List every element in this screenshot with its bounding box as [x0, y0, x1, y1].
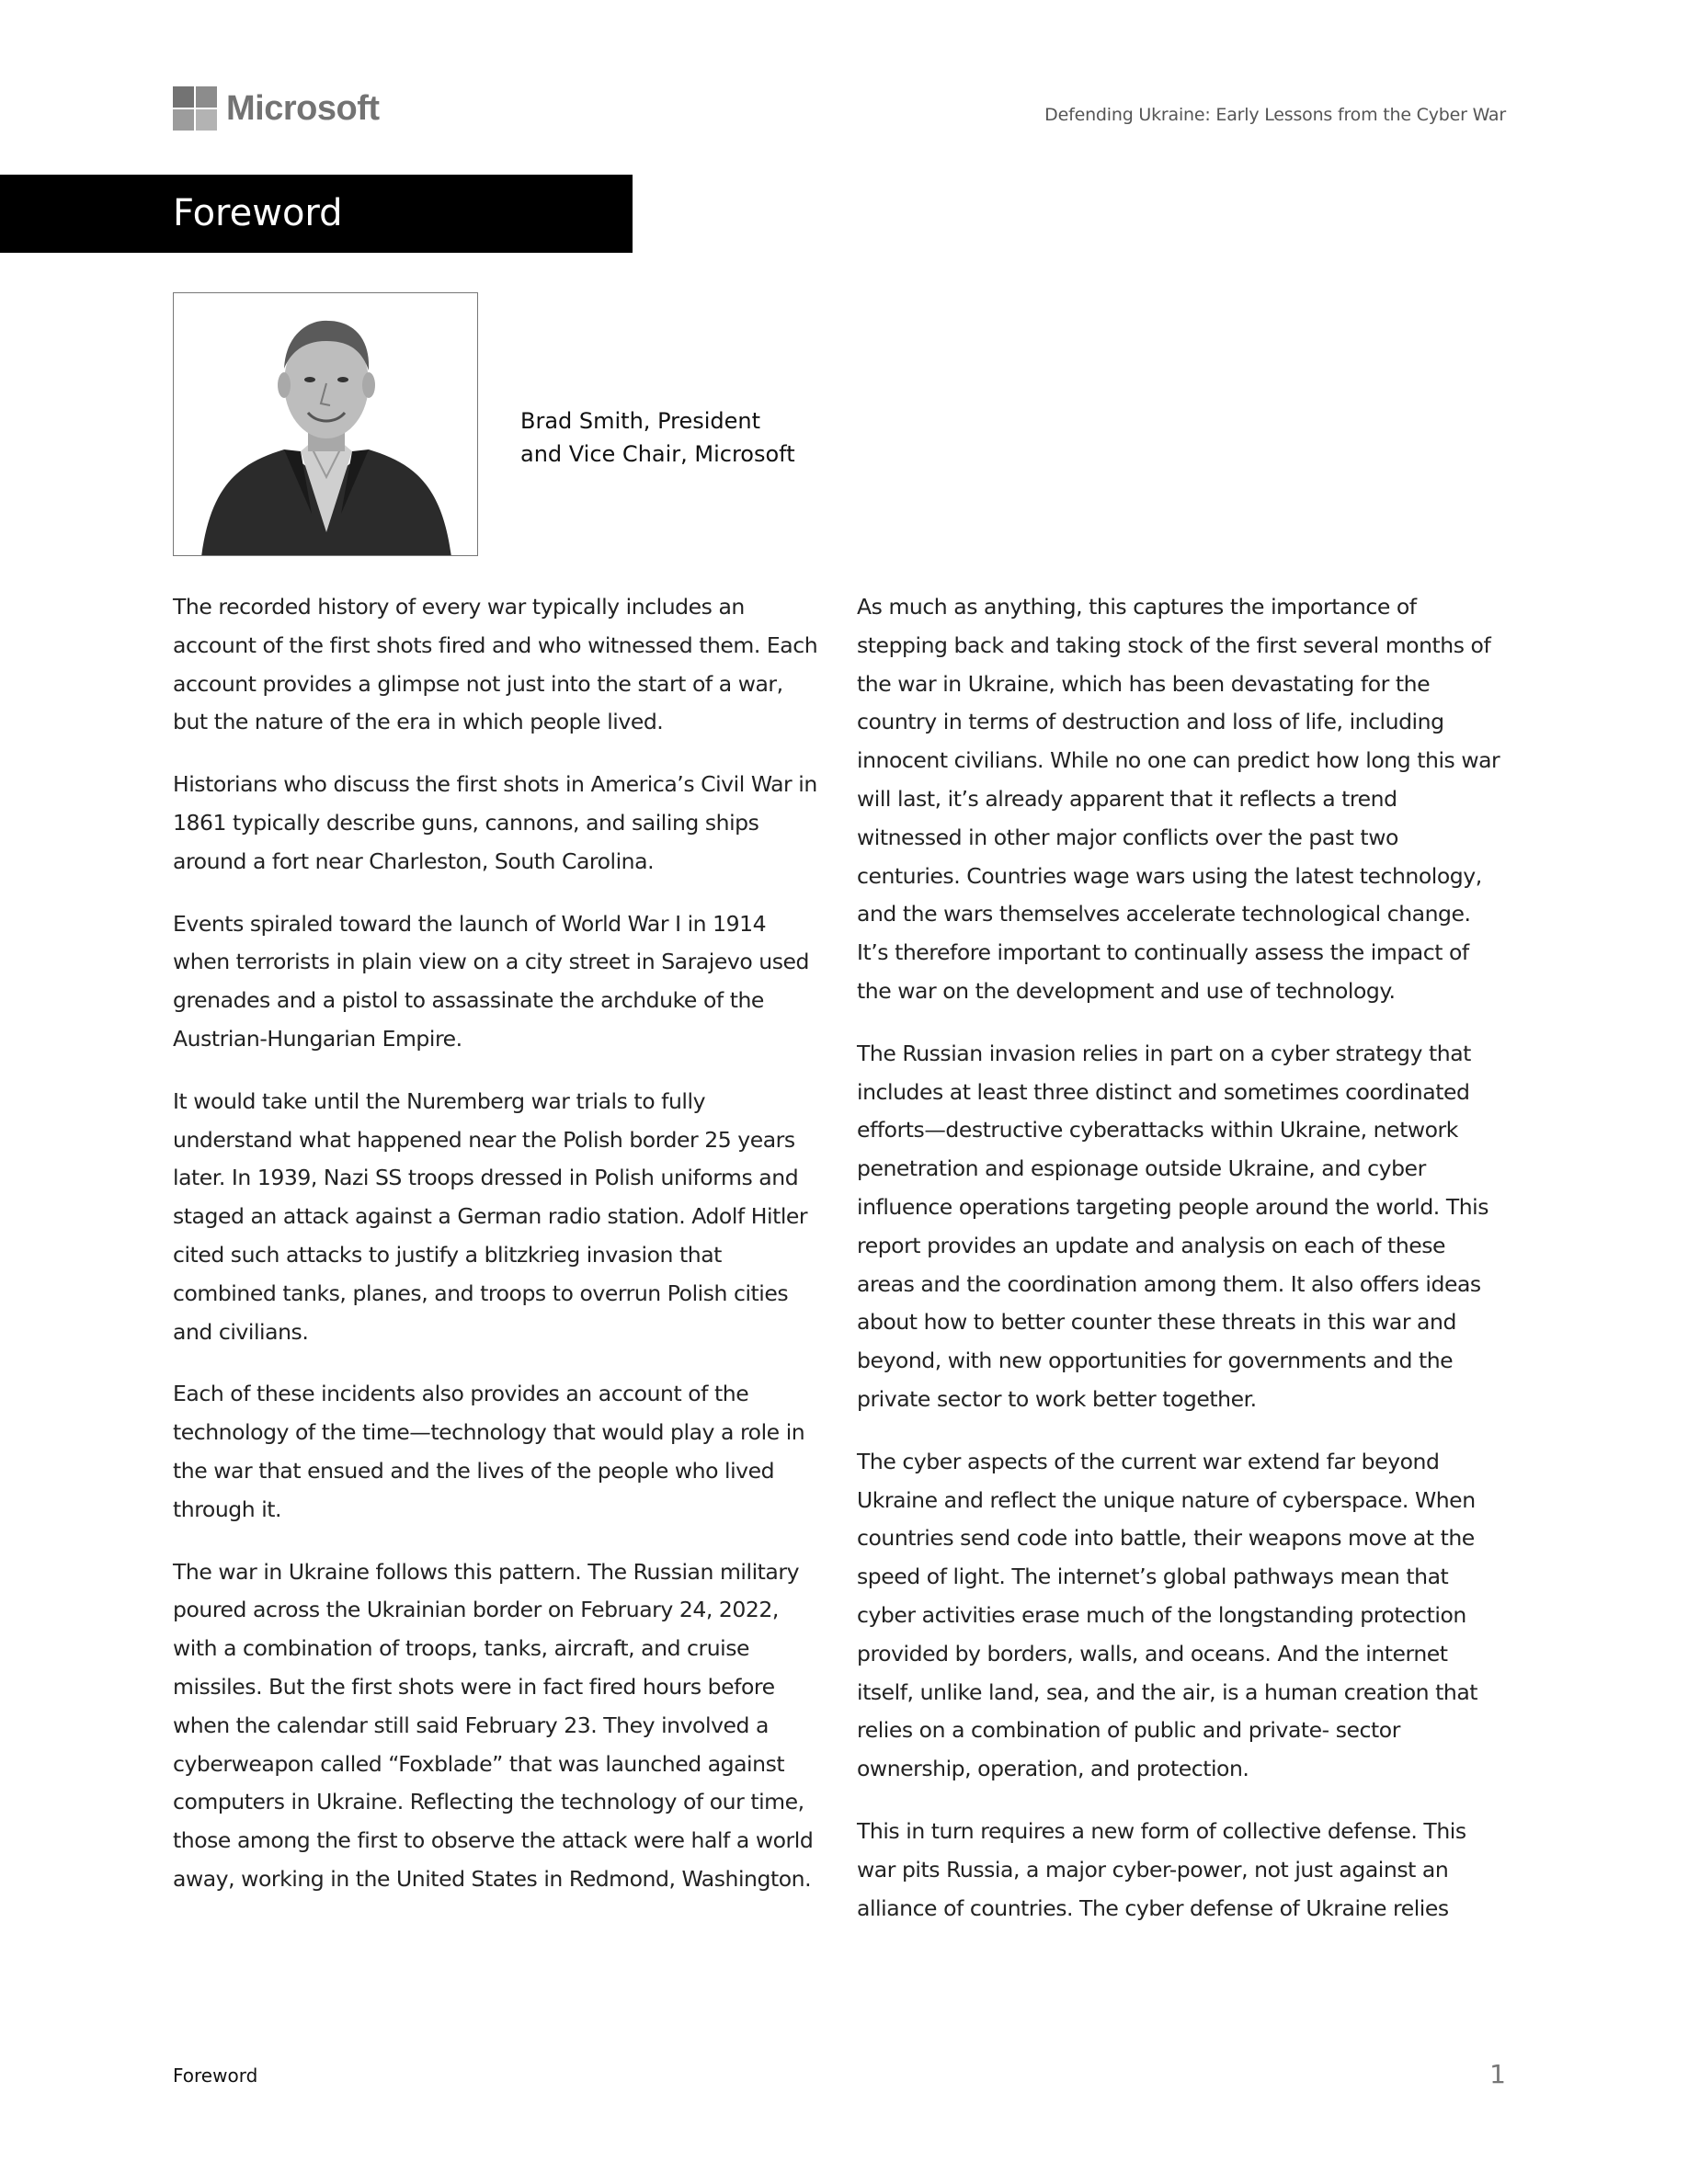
paragraph: The war in Ukraine follows this pattern. The Russian military poured across the Ukrainian border on February 24, 2022, with a combination of troops, tanks, aircraft, and cruise missiles. But the first shots were in fact fired hours before when the calendar still said February 23. They involved a cyberweapon called “Foxblade” that was launched against computers in Ukraine. Reflecting the technology of our time, those among the first to observe the attack were half a world away, working in the United States in Redmond, Washington. — [173, 1558, 814, 1892]
portrait-photo-icon — [174, 293, 478, 556]
paragraph: The Russian invasion relies in part on a cyber strategy that includes at least three distinct and sometimes coordinated efforts—destructive cyberattacks within Ukraine, network penetration and espionage outside Ukraine, and cyber influence operations targeting people around the world. This report provides an update and analysis on each of these areas and the coordination among them. It also offers ideas about how to better counter these threats in this war and beyond, with new opportunities for governments and the private sector to work better together. — [857, 1040, 1489, 1412]
body-column-right — [857, 588, 1508, 1951]
paragraph: As much as anything, this captures the importance of stepping back and taking stock of the first several months of the war in Ukraine, which has been devastating for the country in terms of destruction and loss of life, including innocent civilians. While no one can predict how long this war will last, it’s already apparent that it reflects a trend witnessed in other major conflicts over the past two centuries. Countries wage wars using the latest technology, and the wars themselves accelerate technological change. It’s therefore important to continually assess the impact of the war on the development and use of technology. — [857, 594, 1500, 1004]
paragraph: Each of these incidents also provides an account of the technology of the time—technology that would play a role in the war that ensued and the lives of the people who lived through it. — [173, 1381, 805, 1522]
logo-wordmark: Microsoft — [226, 89, 380, 128]
paragraph: This in turn requires a new form of collective defense. This war pits Russia, a major cyber-power, not just against an alliance of countries. The cyber defense of Ukraine relies — [857, 1817, 1466, 1921]
windows-logo-icon — [173, 86, 217, 131]
paragraph: It would take until the Nuremberg war trials to fully understand what happened near the Polish border 25 years later. In 1939, Nazi SS troops dressed in Polish uniforms and staged an attack against a German radio station. Adolf Hitler cited such attacks to justify a blitzkrieg invasion that combined tanks, planes, and troops to overrun Polish cities and civilians. — [173, 1087, 808, 1345]
section-banner — [0, 175, 633, 253]
author-caption-line2: and Vice Chair, Microsoft — [520, 441, 795, 467]
author-caption — [520, 404, 795, 471]
paragraph: The cyber aspects of the current war extend far beyond Ukraine and reflect the unique nature of cyberspace. When countries send code into battle, their weapons move at the speed of light. The internet’s global pathways mean that cyber activities erase much of the longstanding protection provided by borders, walls, and oceans. And the internet itself, unlike land, sea, and the air, is a human creation that relies on a combination of public and private- sector ownership, operation, and protection. — [857, 1448, 1478, 1782]
page-number: 1 — [1489, 2059, 1506, 2089]
footer-section-label: Foreword — [173, 2065, 258, 2087]
paragraph: The recorded history of every war typically includes an account of the first shots fired and who witnessed them. Each account provides a glimpse not just into the start of a war, but the nature of the era in which people lived. — [173, 594, 818, 735]
paragraph: Events spiraled toward the launch of World War I in 1914 when terrorists in plain view on a city street in Sarajevo used grenades and a pistol to assassinate the archduke of the Austrian-Hungarian Empire. — [173, 910, 809, 1052]
paragraph: Historians who discuss the first shots in America’s Civil War in 1861 typically describe guns, cannons, and sailing ships around a fort near Charleston, South Carolina. — [173, 771, 817, 874]
document-title: Defending Ukraine: Early Lessons from the Cyber War — [1044, 105, 1506, 125]
microsoft-logo — [173, 85, 380, 132]
author-photo — [173, 292, 478, 556]
body-column-left — [173, 588, 824, 1923]
section-title: Foreword — [173, 192, 343, 234]
author-caption-line1: Brad Smith, President — [520, 408, 761, 434]
